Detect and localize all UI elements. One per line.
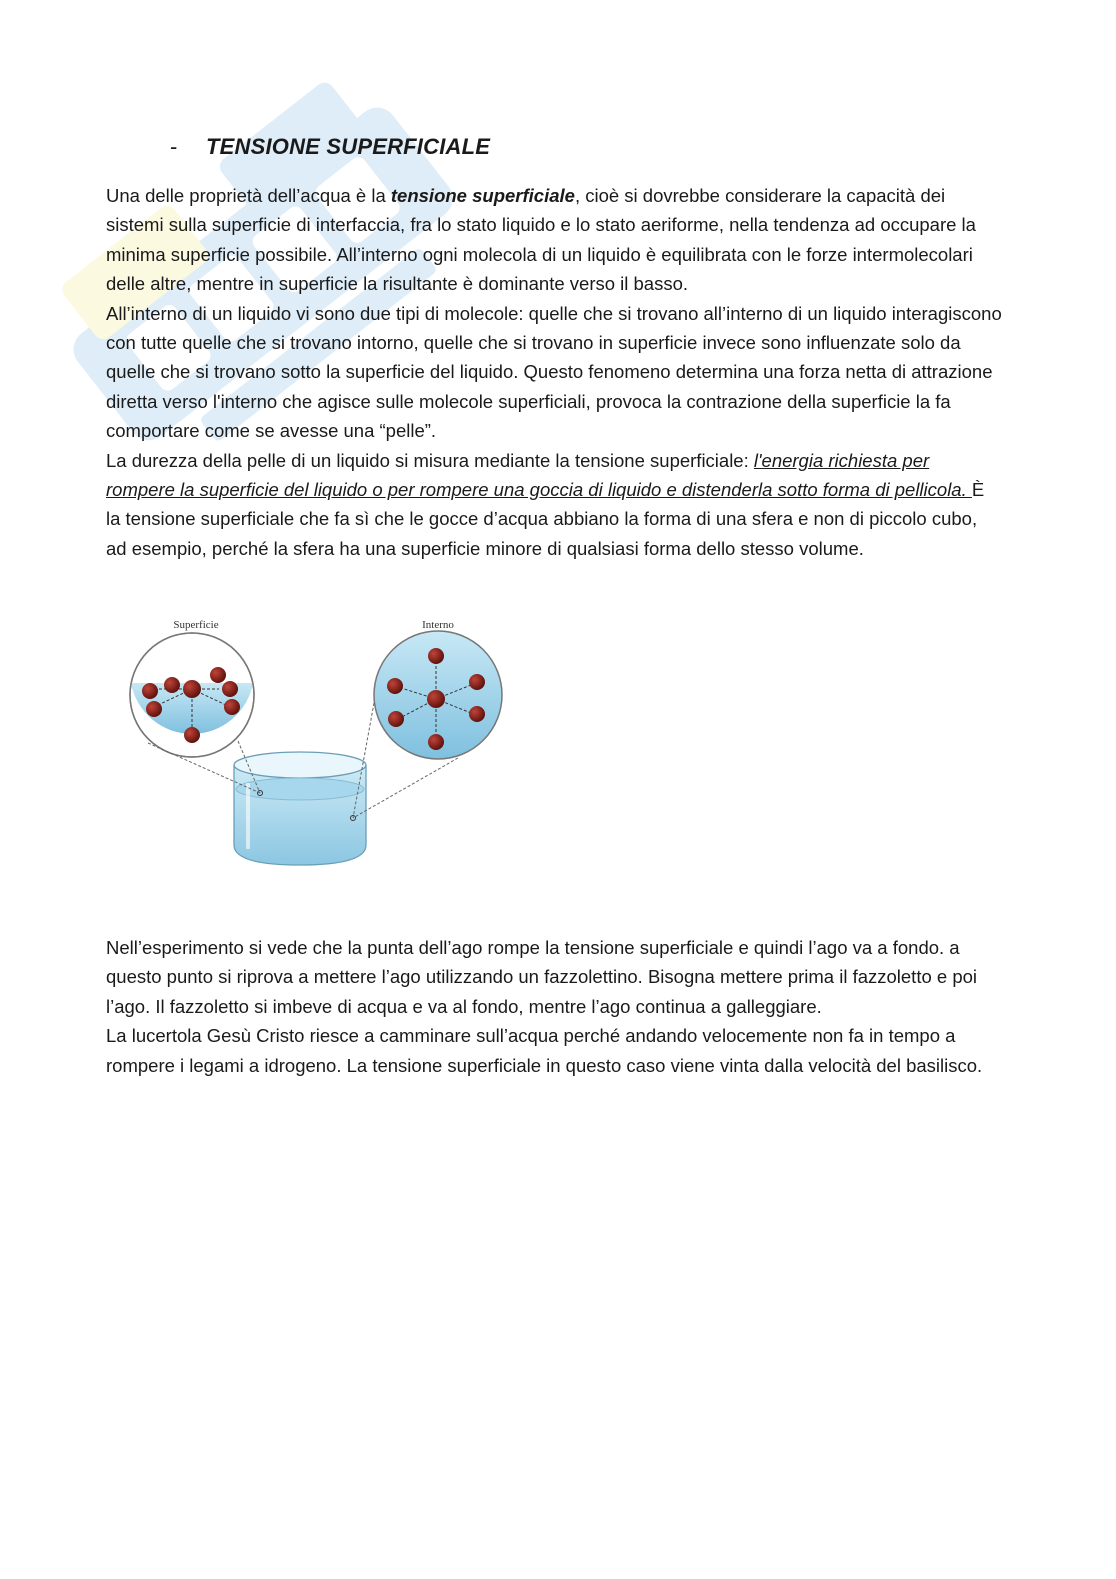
p1-text-3: All’interno di un liquido vi sono due tipi di molecole: quelle che si trovano all’interno di un liquido interagiscono con tutte quelle che si trovano intorno, quelle che si trovano in superficie invece sono influenzate solo da quelle che si trovano sotto la superficie del liquido. Questo fenomeno determina una forza netta di attrazione diretta verso l'interno che agisce sulle molecole superficiali, provoca la contrazione della superficie la fa comportare come se avesse una “pelle”. bbox=[106, 302, 1002, 442]
molecule bbox=[146, 701, 162, 717]
molecule bbox=[469, 706, 485, 722]
beaker bbox=[234, 752, 366, 865]
paragraph-experiment bbox=[106, 933, 1002, 1080]
paragraph-intro bbox=[106, 181, 1002, 563]
molecule bbox=[428, 648, 444, 664]
molecule bbox=[427, 690, 445, 708]
molecule bbox=[142, 683, 158, 699]
molecule bbox=[184, 727, 200, 743]
p1-bold-term: tensione superficiale bbox=[390, 185, 575, 206]
p2-text-1: Nell’esperimento si vede che la punta dell’ago rompe la tensione superficiale e quindi l’ago va a fondo. a questo punto si riprova a mettere l’ago utilizzando un fazzolettino. Bisogna mettere prima il fazzoletto e poi l’ago. Il fazzoletto si imbeve di acqua e va al fondo, mentre l’ago continua a galleggiare. bbox=[106, 937, 978, 1017]
p1-text-4: La durezza della pelle di un liquido si misura mediante la tensione superficiale: bbox=[106, 449, 754, 471]
p1-text-5: È la tensione superficiale che fa sì che le gocce d’acqua abbiano la forma di una sfera e non di piccolo cubo, ad esempio, perché la sfera ha una superficie minore di qualsiasi forma dello stesso volume. bbox=[106, 479, 985, 559]
molecule bbox=[183, 680, 201, 698]
molecule bbox=[428, 734, 444, 750]
label-surface: Superficie bbox=[173, 619, 219, 631]
surface-tension-figure bbox=[110, 613, 526, 875]
molecule bbox=[164, 677, 180, 693]
interior-zoom-circle bbox=[374, 631, 502, 759]
p2-text-2: La lucertola Gesù Cristo riesce a camminare sull’acqua perché andando velocemente non fa in tempo a rompere i legami a idrogeno. La tensione superficiale in questo caso viene vinta dalla velocità del basilisco. bbox=[106, 1025, 983, 1076]
molecule bbox=[224, 699, 240, 715]
heading-bullet: - bbox=[170, 134, 178, 159]
surface-zoom-circle bbox=[130, 633, 254, 757]
section-heading bbox=[170, 134, 490, 160]
molecule bbox=[469, 674, 485, 690]
molecule bbox=[387, 678, 403, 694]
p1-text-2: , cioè si dovrebbe considerare la capacità dei sistemi sulla superficie di interfaccia, fra lo stato liquido e lo stato aeriforme, nella tendenza ad occupare la minima superficie possibile. All’interno ogni molecola di un liquido è equilibrata con le forze intermolecolari delle altre, mentre in superficie la risultante è dominante verso il basso. bbox=[106, 185, 976, 295]
p1-definition: l'energia richiesta per rompere la superficie del liquido o per rompere una goccia di liquido e distenderla sotto forma di pellicola. bbox=[106, 449, 972, 501]
molecule bbox=[388, 711, 404, 727]
heading-title: TENSIONE SUPERFICIALE bbox=[206, 134, 491, 159]
p1-text-1: Una delle proprietà dell’acqua è la bbox=[106, 185, 391, 206]
label-interior: Interno bbox=[422, 619, 454, 631]
molecule bbox=[222, 681, 238, 697]
molecule bbox=[210, 667, 226, 683]
